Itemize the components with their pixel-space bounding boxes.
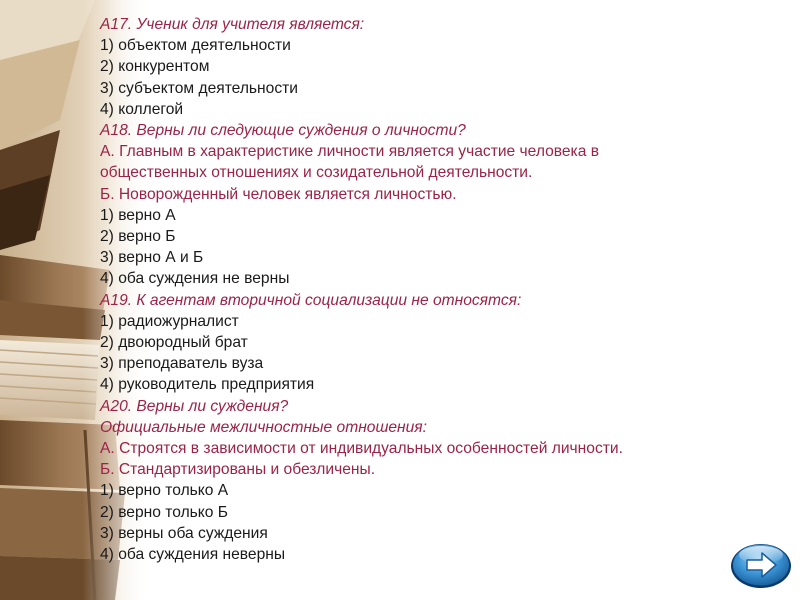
text-line: 1) верно А <box>100 206 176 224</box>
text-line: 3) преподаватель вуза <box>100 355 264 373</box>
text-line: 2) верно Б <box>100 228 176 246</box>
text-line: 4) оба суждения неверны <box>100 546 286 564</box>
text-line: 2) верно только Б <box>100 503 229 521</box>
text-line: 3) субъектом деятельности <box>100 79 298 97</box>
text-line: А. Главным в характеристике личности является участие человека в <box>100 143 600 161</box>
text-line: 1) верно только А <box>100 482 229 500</box>
text-line: Б. Новорожденный человек является личностью. <box>100 185 457 203</box>
text-line: 2) двоюродный брат <box>100 334 248 352</box>
text-line: 2) конкурентом <box>100 58 210 76</box>
text-line: А17. Ученик для учителя является: <box>100 16 365 33</box>
next-slide-button[interactable] <box>729 540 793 590</box>
text-line: 3) верно А и Б <box>100 249 204 267</box>
text-line: 3) верны оба суждения <box>100 524 268 542</box>
text-line: 1) радиожурналист <box>100 312 239 330</box>
text-line: 4) руководитель предприятия <box>100 376 315 394</box>
text-line: Б. Стандартизированы и обезличены. <box>100 461 376 479</box>
text-line: 4) оба суждения не верны <box>100 270 290 288</box>
text-line: А18. Верны ли следующие суждения о личности? <box>100 122 466 140</box>
text-line: 1) объектом деятельности <box>100 37 291 55</box>
text-line: А. Строятся в зависимости от индивидуальных особенностей личности. <box>100 440 623 458</box>
text-line: А19. К агентам вторичной социализации не относятся: <box>100 291 522 309</box>
question-list <box>100 14 790 565</box>
text-line: 4) коллегой <box>100 100 184 118</box>
text-line: Официальные межличностные отношения: <box>100 418 427 436</box>
arrow-right-icon <box>729 540 793 590</box>
text-line: общественных отношениях и созидательной деятельности. <box>100 164 533 182</box>
text-line: А20. Верны ли суждения? <box>100 397 289 415</box>
